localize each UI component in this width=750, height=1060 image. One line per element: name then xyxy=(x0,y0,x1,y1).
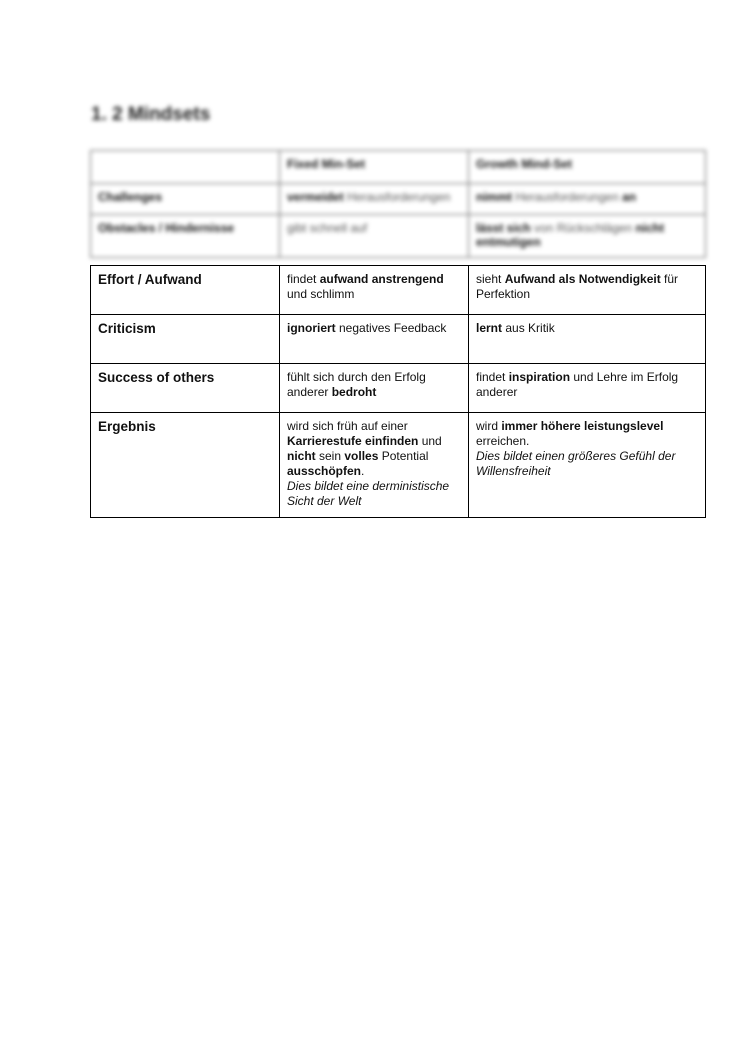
row-effort xyxy=(91,266,706,315)
cell-fixed-effort: findet aufwand anstrengend und schlimm xyxy=(280,266,469,315)
cell-fixed-criticism: ignoriert negatives Feedback xyxy=(280,315,469,364)
row-criticism xyxy=(91,315,706,364)
cell-growth-effort: sieht Aufwand als Notwendigkeit für Perfektion xyxy=(469,266,706,315)
row-label-ergebnis: Ergebnis xyxy=(91,413,280,518)
cell-fixed: gibt schnell auf xyxy=(280,215,469,258)
cell-growth: lässt sich von Rückschlägen nicht entmutigen xyxy=(469,215,706,258)
header-fixed: Fixed Min-Set xyxy=(280,151,469,184)
row-label-success: Success of others xyxy=(91,364,280,413)
row-ergebnis xyxy=(91,413,706,518)
row-challenges xyxy=(91,184,706,215)
header-growth: Growth Mind-Set xyxy=(469,151,706,184)
cell-fixed-success: fühlt sich durch den Erfolg anderer bedroht xyxy=(280,364,469,413)
blurred-header-row xyxy=(91,151,706,184)
mindset-table xyxy=(90,265,705,518)
header-cell-empty xyxy=(91,151,280,184)
row-label: Obstacles / Hindernisse xyxy=(91,215,280,258)
cell-growth-ergebnis: wird immer höhere leistungslevel erreichen. Dies bildet einen größeres Gefühl der Willensfreiheit xyxy=(469,413,706,518)
cell-growth-success: findet inspiration und Lehre im Erfolg anderer xyxy=(469,364,706,413)
growth-ergebnis-note: Dies bildet einen größeres Gefühl der Willensfreiheit xyxy=(476,449,676,478)
section-heading: 1. 2 Mindsets xyxy=(91,104,211,125)
row-obstacles xyxy=(91,215,706,258)
fixed-ergebnis-note: Dies bildet eine derministische Sicht der Welt xyxy=(287,479,450,508)
row-success-of-others xyxy=(91,364,706,413)
row-label-criticism: Criticism xyxy=(91,315,280,364)
row-label: Challenges xyxy=(91,184,280,215)
cell-fixed-ergebnis: wird sich früh auf einer Karrierestufe einfinden und nicht sein volles Potential ausschöpfen. Dies bildet eine derministische Sicht der Welt xyxy=(280,413,469,518)
blurred-table xyxy=(90,150,705,258)
cell-growth: nimmt Herausforderungen an xyxy=(469,184,706,215)
cell-fixed: vermeidet Herausforderungen xyxy=(280,184,469,215)
row-label-effort: Effort / Aufwand xyxy=(91,266,280,315)
cell-growth-criticism: lernt aus Kritik xyxy=(469,315,706,364)
